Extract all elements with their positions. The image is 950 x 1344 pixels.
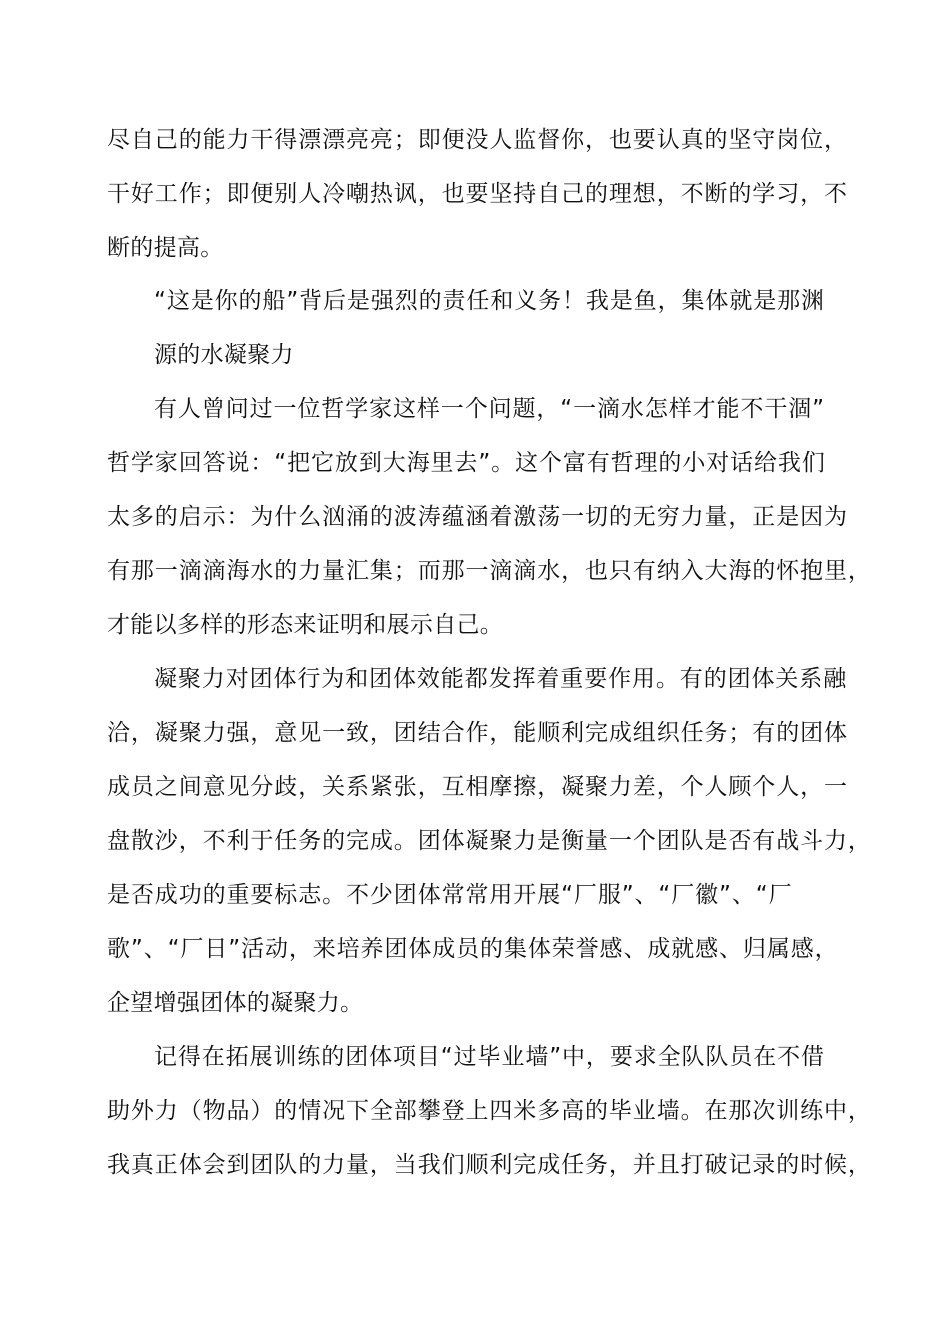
- text-line: 才能以多样的形态来证明和展示自己。: [107, 612, 504, 638]
- text-line: 尽自己的能力干得漂漂亮亮；即便没人监督你，也要认真的坚守岗位，: [107, 127, 848, 153]
- text-line: 凝聚力对团体行为和团体效能都发挥着重要作用。有的团体关系融: [154, 666, 848, 692]
- text-line: 有人曾问过一位哲学家这样一个问题，“一滴水怎样才能不干涸”: [154, 396, 825, 422]
- text-line: 成员之间意见分歧，关系紧张，互相摩擦，凝聚力差，个人顾个人，一: [107, 774, 848, 800]
- text-line: 源的水凝聚力: [154, 342, 294, 368]
- text-line: 哲学家回答说：“把它放到大海里去”。这个富有哲理的小对话给我们: [107, 450, 826, 476]
- text-line: 助外力（物品）的情况下全部攀登上四米多高的毕业墙。在那次训练中，: [107, 1098, 872, 1124]
- text-line: 断的提高。: [107, 235, 224, 261]
- text-line: “这是你的船”背后是强烈的责任和义务！我是鱼，集体就是那渊: [154, 288, 825, 314]
- text-line: 有那一滴滴海水的力量汇集；而那一滴滴水，也只有纳入大海的怀抱里，: [107, 558, 872, 584]
- text-line: 洽，凝聚力强，意见一致，团结合作，能顺利完成组织任务；有的团体: [107, 720, 848, 746]
- text-line: 我真正体会到团队的力量，当我们顺利完成任务，并且打破记录的时候，: [107, 1152, 872, 1178]
- text-line: 盘散沙，不利于任务的完成。团体凝聚力是衡量一个团队是否有战斗力，: [107, 828, 872, 854]
- text-line: 企望增强团体的凝聚力。: [107, 990, 364, 1016]
- text-line: 太多的启示：为什么汹涌的波涛蕴涵着激荡一切的无穷力量，正是因为: [107, 504, 848, 530]
- text-line: 干好工作；即便别人冷嘲热讽，也要坚持自己的理想，不断的学习，不: [107, 181, 848, 207]
- text-line: 歌”、“厂日”活动，来培养团体成员的集体荣誉感、成就感、归属感，: [107, 936, 839, 962]
- text-line: 是否成功的重要标志。不少团体常常用开展“厂服”、“厂徽”、“厂: [107, 882, 793, 908]
- text-line: 记得在拓展训练的团体项目“过毕业墙”中，要求全队队员在不借: [154, 1044, 825, 1070]
